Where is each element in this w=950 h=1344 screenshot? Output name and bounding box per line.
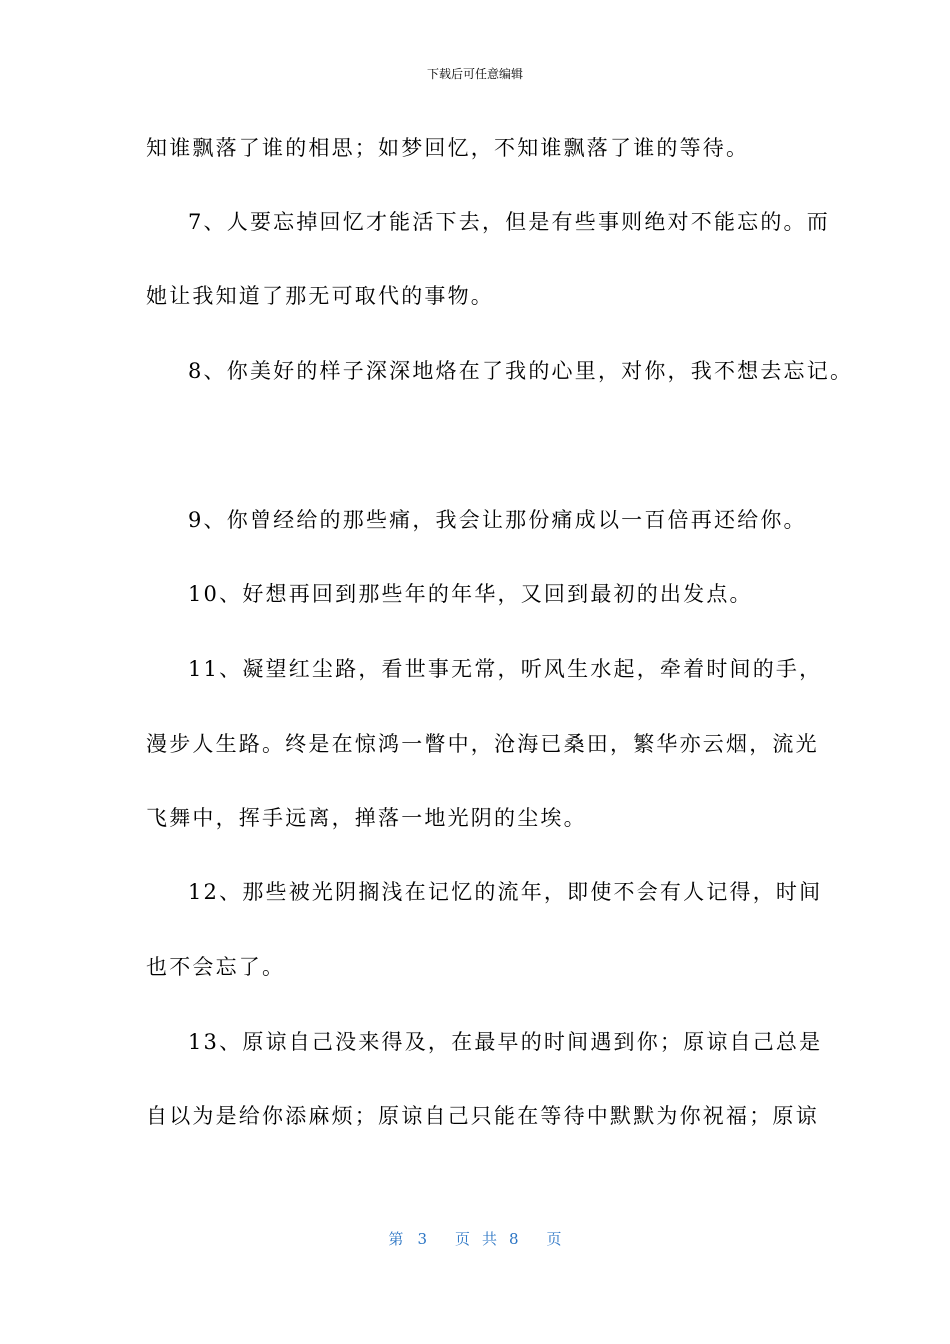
text-line: 10、好想再回到那些年的年华，又回到最初的出发点。 [188,582,753,606]
text-line: 也不会忘了。 [146,955,286,979]
text-line: 她让我知道了那无可取代的事物。 [146,284,494,308]
text-line: 11、凝望红尘路，看世事无常，听风生水起，牵着时间的手， [188,657,823,681]
text-line: 漫步人生路。终是在惊鸿一瞥中，沧海已桑田，繁华亦云烟，流光 [146,732,819,756]
text-line: 12、那些被光阴搁浅在记忆的流年，即使不会有人记得，时间 [188,880,823,904]
text-line: 知谁飘落了谁的相思；如梦回忆，不知谁飘落了谁的等待。 [146,136,750,160]
text-line: 9、你曾经给的那些痛，我会让那份痛成以一百倍再还给你。 [188,508,807,532]
text-line: 飞舞中，挥手远离，掸落一地光阴的尘埃。 [146,806,587,830]
text-line: 自以为是给你添麻烦；原谅自己只能在等待中默默为你祝福；原谅 [146,1104,819,1128]
text-line: 13、原谅自己没来得及，在最早的时间遇到你；原谅自己总是 [188,1030,823,1054]
text-line: 8、你美好的样子深深地烙在了我的心里，对你，我不想去忘记。 [188,359,854,383]
footer-current-page: 3 [417,1230,427,1248]
footer-end-label: 页 [546,1230,562,1248]
footer-page-label: 第 [388,1230,404,1248]
footer-of-label: 页共 [454,1230,509,1248]
page-header: 下载后可任意编辑 [426,67,523,81]
footer-total-pages: 8 [509,1230,519,1248]
page-footer [0,1229,950,1249]
text-line: 7、人要忘掉回忆才能活下去，但是有些事则绝对不能忘的。而 [188,210,830,234]
